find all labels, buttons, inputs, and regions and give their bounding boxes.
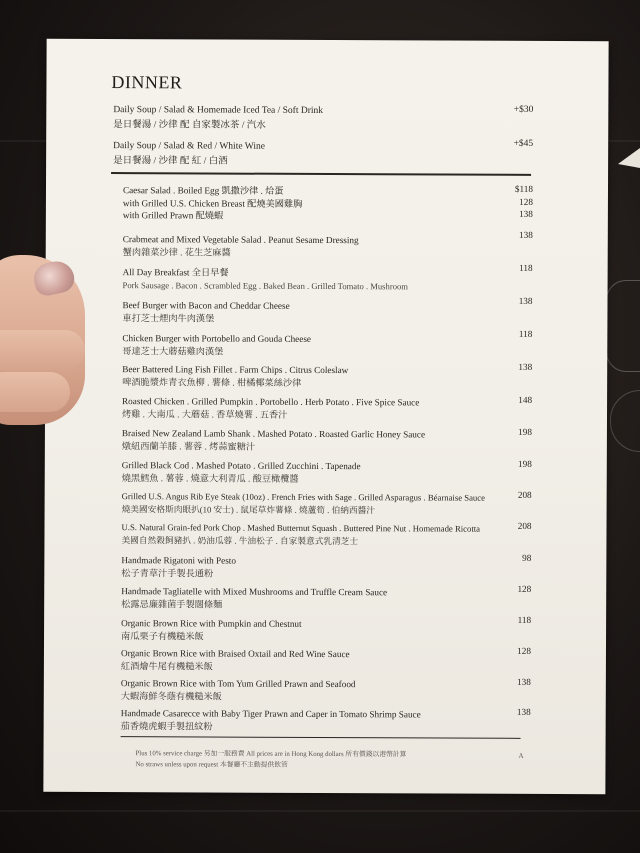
divider [121,736,521,739]
menu-item [122,395,419,421]
item-description: Pork Sausage . Bacon . Scrambled Egg . Baked Bean . Grilled Tomato . Mushroom [122,279,409,291]
menu-item [122,332,311,358]
menu-item [122,427,425,453]
item-price: 138 [519,208,533,219]
item-price: 118 [517,614,532,625]
menu-item [122,459,361,485]
set-option-en: Daily Soup / Salad & Homemade Iced Tea / Soft Drink [113,105,324,116]
wine-glass [610,390,640,452]
item-price: 138 [518,295,533,306]
item-name-zh: 美國自然穀飼豬扒 . 奶油瓜蓉 . 牛油松子 . 自家製意式乳清芝士 [121,534,359,546]
menu-item [123,184,303,222]
set-option-zh: 是日餐湯 / 沙律 配 紅 / 白酒 [113,156,228,167]
item-name: U.S. Natural Grain-fed Pork Chop . Mashed Butternut Squash . Buttered Pine Nut . Homemade Ricotta [121,522,481,534]
item-price: 98 [522,552,532,563]
menu-item [123,266,409,292]
item-price: 138 [518,229,533,240]
item-price: 208 [517,489,532,500]
footer-note: Plus 10% service charge 另加一服務費 All prices are in Hong Kong dollars 所有價錢以港幣計算 [135,750,407,759]
item-name: Beer Battered Ling Fish Fillet . Farm Chips . Citrus Coleslaw [122,364,349,376]
finger [0,330,85,370]
item-name-zh: 茄香燒虎蝦手製扭紋粉 [120,720,213,732]
menu-item [121,585,387,611]
item-option: with Grilled Prawn 配燒蝦 [122,210,224,221]
set-option-en: Daily Soup / Salad & Red / White Wine [113,141,265,152]
item-name-zh: 松露忌廉雜菌手製闊條麵 [121,598,223,610]
item-price: 128 [519,196,533,207]
item-name: Grilled Black Cod . Mashed Potato . Grilled Zucchini . Tapenade [121,460,361,472]
item-option: with Grilled U.S. Chicken Breast 配燒美國雞胸 [122,197,303,209]
item-name: Beef Burger with Bacon and Cheddar Cheese [122,300,290,311]
item-price: 198 [518,426,532,437]
item-name-zh: 燒黑鱈魚 . 薯蓉 . 燒意大利青瓜 . 酸豆橄欖醬 [121,472,299,484]
item-name: All Day Breakfast 全日早餐 [122,267,229,278]
item-name-zh: 紅酒燴牛尾有機糙米飯 [120,660,213,672]
set-price-1: +$30 [513,104,534,115]
set-option-zh: 是日餐湯 / 沙律 配 自家製冰茶 / 汽水 [113,120,266,131]
item-name-zh: 大蝦海鮮冬蔭有機糙米飯 [120,690,222,702]
footer-note: No straws unless upon request 本餐廳不主動提供飲管 [135,761,288,769]
item-name: Chicken Burger with Portobello and Gouda Cheese [122,333,312,344]
menu-item [121,521,480,548]
item-name: Organic Brown Rice with Braised Oxtail and Red Wine Sauce [120,648,350,660]
item-name: Handmade Rigatoni with Pesto [121,555,236,566]
item-name: Crabmeat and Mixed Vegetable Salad . Peanut Sesame Dressing [122,234,359,246]
menu-item [121,707,421,733]
item-name: Grilled U.S. Angus Rib Eye Steak (10oz) . French Fries with Sage . Grilled Asparagus . Béarnaise Sauce [121,491,486,503]
item-price: 118 [519,262,533,273]
item-name-zh: 燒美國安格斯肉眼扒(10 安士) . 鼠尾草炸薯條 . 燒蘆筍 . 伯納西醬汁 [121,503,376,515]
item-price: 118 [518,328,533,339]
wine-glass [606,280,640,372]
menu-item [122,490,485,517]
menu-sheet [43,39,608,794]
item-name-zh: 啤酒脆漿炸青衣魚柳 . 薯條 . 柑橘椰菜絲沙律 [122,376,302,388]
item-name-zh: 哥達芝士大蘑菇雞肉漢堡 [122,345,224,357]
item-name: Caesar Salad . Boiled Egg 凱撒沙律 . 烚蛋 [122,185,284,196]
set-option-2 [113,141,265,167]
item-name-zh: 燉紐西蘭羊膝 . 薯蓉 . 烤蒜蜜糖汁 [121,440,256,452]
menu-title: DINNER [111,72,183,93]
item-name: Handmade Tagliatelle with Mixed Mushrooms and Truffle Cream Sauce [121,586,388,598]
item-name-zh: 烤雞 . 大南瓜 . 大蘑菇 . 香草燒薯 . 五香汁 [121,408,288,420]
item-price: 138 [517,676,531,687]
divider [111,172,531,176]
set-price-2: +$45 [513,138,534,149]
set-option-1 [113,105,323,131]
menu-item [122,363,348,389]
item-prices [515,183,533,221]
item-price: 148 [518,394,533,405]
menu-item [121,677,356,703]
item-name: Organic Brown Rice with Pumpkin and Chestnut [121,618,302,629]
table-grain [0,810,640,812]
finger [0,372,70,412]
menu-item [121,647,350,673]
footer-mark: A [518,751,524,760]
item-price: 138 [516,706,531,717]
item-name: Organic Brown Rice with Tom Yum Grilled Prawn and Seafood [120,678,356,690]
item-name-zh: 車打芝士煙肉牛肉漢堡 [122,312,215,324]
item-price: 128 [517,583,532,594]
item-name-zh: 南瓜栗子有機糙米飯 [121,630,204,641]
item-name: Roasted Chicken . Grilled Pumpkin . Portobello . Herb Potato . Five Spice Sauce [122,396,420,408]
item-name: Braised New Zealand Lamb Shank . Mashed Potato . Roasted Garlic Honey Sauce [121,428,426,440]
item-price: 208 [517,520,532,531]
menu-item [123,233,359,259]
item-name: Handmade Casarecce with Baby Tiger Prawn and Caper in Tomato Shrimp Sauce [120,708,421,720]
item-price: 138 [518,361,533,372]
napkin-corner [618,148,640,168]
item-price: 128 [517,645,532,656]
menu-item [122,299,289,325]
item-name-zh: 松子青草汁手製長通粉 [121,567,214,579]
item-price: $118 [514,183,534,194]
item-price: 198 [517,458,532,469]
menu-item [121,554,236,579]
item-name-zh: 蟹肉雜菜沙律 . 花生芝麻醬 [122,246,231,258]
menu-item [121,617,302,643]
